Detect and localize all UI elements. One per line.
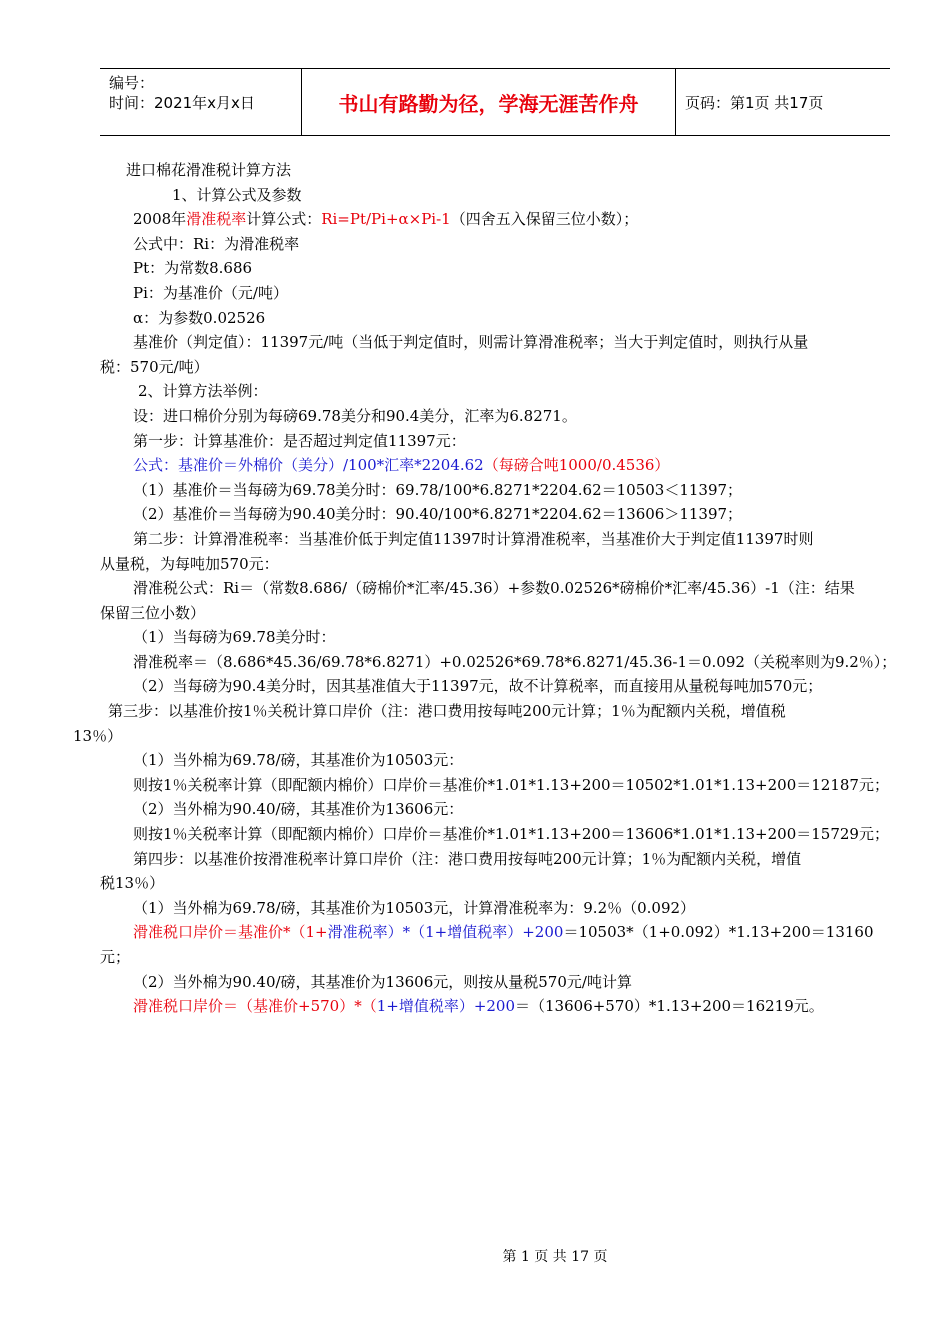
text-line <box>100 871 890 896</box>
text-line <box>100 330 890 355</box>
text-segment: 公式中：Ri：为滑准税率 <box>133 234 300 253</box>
text-line <box>100 355 890 380</box>
text-line <box>100 256 890 281</box>
text-line <box>100 453 890 478</box>
text-line <box>100 281 890 306</box>
text-segment: （1）基准价＝当每磅为69.78美分时：69.78/100*6.8271*2204.62＝10503＜11397； <box>133 480 743 499</box>
text-segment: （2）基准价＝当每磅为90.40美分时：90.40/100*6.8271*2204.62＝13606＞11397； <box>133 505 743 524</box>
text-segment: （1）当每磅为69.78美分时： <box>133 628 336 647</box>
text-line <box>100 158 890 183</box>
text-line <box>100 625 890 650</box>
text-segment: （2）当每磅为90.4美分时，因其基准值大于11397元，故不计算税率，而直接用从量税每吨加570元； <box>133 677 823 696</box>
text-segment: ＝10503*（1+0.092）*1.13+200＝13160 <box>563 923 874 942</box>
text-segment: 第一步：计算基准价：是否超过判定值11397元： <box>133 431 466 450</box>
text-line <box>100 306 890 331</box>
text-line <box>100 232 890 257</box>
text-segment: 计算公式： <box>246 210 322 229</box>
page-footer: 第 1 页 共 17 页 <box>502 1249 608 1265</box>
text-segment: （1）当外棉为69.78/磅，其基准价为10503元，计算滑准税率为：9.2％（0.092） <box>133 898 696 917</box>
text-line <box>100 797 890 822</box>
text-line <box>100 478 890 503</box>
text-segment: 13％） <box>73 726 123 745</box>
text-segment: 滑准税公式：Ri＝（常数8.686/（磅棉价*汇率/45.36）+参数0.02526*磅棉价*汇率/45.36）-1（注：结果 <box>133 579 855 598</box>
text-line <box>100 527 890 552</box>
text-segment: 税13％） <box>100 874 165 893</box>
text-line <box>100 945 890 970</box>
text-segment: 则按1％关税率计算（即配额内棉价）口岸价＝基准价*1.01*1.13+200＝13606*1.01*1.13+200＝15729元； <box>133 825 889 844</box>
text-segment: （四舍五入保留三位小数）； <box>450 210 639 229</box>
text-segment: 基准价（判定值）：11397元/吨（当低于判定值时，则需计算滑准税率；当大于判定值时，则执行从量 <box>133 333 809 352</box>
text-line <box>100 748 890 773</box>
document-number-label: 编号： <box>109 74 155 92</box>
text-segment: 从量税，为每吨加570元： <box>100 554 279 573</box>
text-line <box>100 552 890 577</box>
text-segment: 公式：基准价＝外棉价（美分）/100*汇率*2204.62 <box>133 456 484 475</box>
text-segment: （2）当外棉为90.40/磅，其基准价为13606元： <box>133 800 464 819</box>
text-segment: Pt：为常数8.686 <box>133 259 253 278</box>
text-segment: 滑准税率 <box>186 210 247 229</box>
text-segment: 2、计算方法举例： <box>138 382 268 401</box>
text-segment: 滑准税率）*（1+增值税率）+200 <box>327 923 564 942</box>
header-motto: 书山有路勤为径，学海无涯苦作舟 <box>302 69 676 135</box>
text-segment: 元； <box>100 948 131 966</box>
text-segment: 第四步：以基准价按滑准税率计算口岸价（注：港口费用按每吨200元计算；1％为配额内关税，增值 <box>133 849 802 868</box>
text-line <box>100 970 890 995</box>
text-line <box>100 207 890 232</box>
text-segment: （2）当外棉为90.40/磅，其基准价为13606元，则按从量税570元/吨计算 <box>133 972 632 991</box>
text-segment: 第二步：计算滑准税率：当基准价低于判定值11397时计算滑准税率，当基准价大于判定值11397时则 <box>133 529 814 548</box>
text-line <box>100 699 890 724</box>
text-segment: 第三步：以基准价按1％关税计算口岸价（注：港口费用按每吨200元计算；1％为配额内关税，增值税 <box>108 702 786 721</box>
text-segment: 滑准税率＝（8.686*45.36/69.78*6.8271）+0.02526*69.78*6.8271/45.36-1＝0.092（关税率则为9.2％）； <box>133 652 897 671</box>
text-segment: 进口棉花滑准税计算方法 <box>126 161 292 179</box>
text-line <box>100 674 890 699</box>
text-line <box>100 183 890 208</box>
text-line <box>100 502 890 527</box>
text-line <box>100 822 890 847</box>
text-segment: 则按1％关税率计算（即配额内棉价）口岸价＝基准价*1.01*1.13+200＝10502*1.01*1.13+200＝12187元； <box>133 775 889 794</box>
text-segment: Pi：为基准价（元/吨） <box>133 283 288 302</box>
document-body <box>73 158 897 1019</box>
text-line <box>100 920 890 945</box>
header-page-number: 页码：第1页 共17页 <box>685 93 824 112</box>
text-segment: 滑准税口岸价＝基准价*（1+ <box>133 923 328 942</box>
text-line <box>100 576 890 601</box>
text-line <box>100 994 890 1019</box>
header-meta <box>100 69 302 135</box>
text-line <box>100 847 890 872</box>
text-line <box>100 601 890 626</box>
text-segment: 保留三位小数） <box>100 603 206 622</box>
text-line <box>100 429 890 454</box>
text-segment: 滑准税口岸价＝（基准价+570）*（ <box>133 997 377 1016</box>
document-date: 时间：2021年x月x日 <box>109 94 255 112</box>
document-header <box>100 68 890 136</box>
text-line <box>100 896 890 921</box>
text-segment: α：为参数0.02526 <box>133 308 266 327</box>
text-segment: 1+增值税率）+200 <box>376 997 516 1016</box>
text-line <box>73 724 890 749</box>
text-segment: ＝（13606+570）*1.13+200＝16219元。 <box>515 997 824 1016</box>
text-segment: Ri=Pt/Pi+α×Pi-1 <box>321 210 451 229</box>
text-line <box>100 379 890 404</box>
text-line <box>100 404 890 429</box>
text-line <box>100 650 897 675</box>
text-segment: 2008年 <box>133 210 187 229</box>
text-line <box>100 773 890 798</box>
text-segment: 税：570元/吨） <box>100 357 209 376</box>
text-segment: （每磅合吨1000/0.4536） <box>483 456 670 475</box>
text-segment: （1）当外棉为69.78/磅，其基准价为10503元： <box>133 751 464 770</box>
text-segment: 设：进口棉价分别为每磅69.78美分和90.4美分，汇率为6.8271。 <box>133 406 577 425</box>
text-segment: 1、计算公式及参数 <box>172 185 302 204</box>
